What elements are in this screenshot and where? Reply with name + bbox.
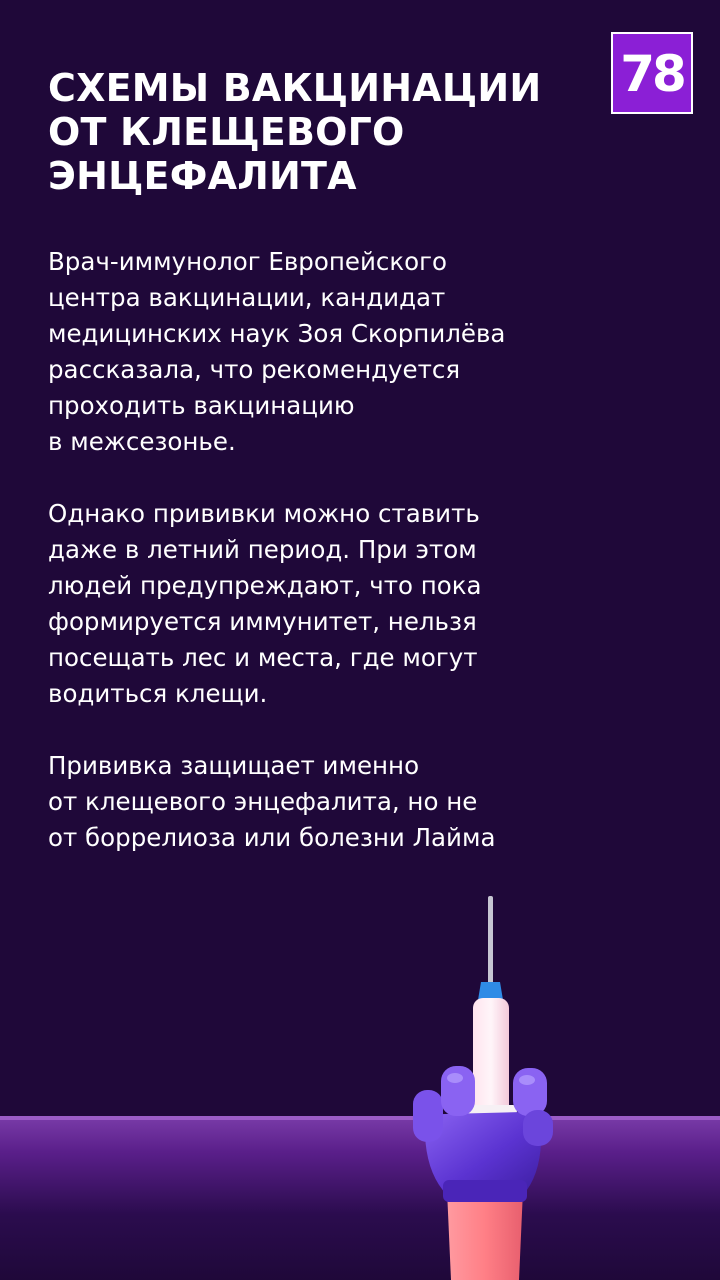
text-line: в межсезонье. [48,427,236,456]
text-line: от клещевого энцефалита, но не [48,787,478,816]
arm-shape [447,1190,523,1280]
text-line: даже в летний период. При этом [48,535,477,564]
title-line: ЭНЦЕФАЛИТА [48,154,357,198]
text-line: формируется иммунитет, нельзя [48,607,477,636]
paragraph-immunologist [48,244,678,460]
glove-highlight [447,1073,463,1083]
text-line: медицинских наук Зоя Скорпилёва [48,319,506,348]
article-body [48,244,678,892]
glove-thumb-shape [523,1110,553,1146]
text-line: людей предупреждают, что пока [48,571,482,600]
glove-cuff-shape [443,1180,527,1202]
text-line: Прививка защищает именно [48,751,420,780]
syringe-cap-shape [478,982,503,1000]
needle-shape [488,896,493,988]
text-line: Однако прививки можно ставить [48,499,480,528]
text-line: Врач-иммунолог Европейского [48,247,447,276]
text-line: посещать лес и места, где могут [48,643,478,672]
paragraph-summer-vaccination [48,496,678,712]
channel-78-logo: 78 [611,32,693,114]
text-line: центра вакцинации, кандидат [48,283,446,312]
text-line: рассказала, что рекомендуется [48,355,461,384]
gloved-hand-holding-syringe-icon [395,890,575,1280]
glove-finger-shape [513,1068,547,1116]
text-line: водиться клещи. [48,679,268,708]
text-line: от боррелиоза или болезни Лайма [48,823,496,852]
title-line: ОТ КЛЕЩЕВОГО [48,110,405,154]
paragraph-protection-scope [48,748,678,856]
glove-finger-shape [413,1090,443,1142]
page-title [48,66,603,198]
title-line: СХЕМЫ ВАКЦИНАЦИИ [48,66,542,110]
floor-highlight [0,1116,720,1120]
glove-highlight [519,1075,535,1085]
text-line: проходить вакцинацию [48,391,355,420]
floor-gradient [0,1116,720,1280]
